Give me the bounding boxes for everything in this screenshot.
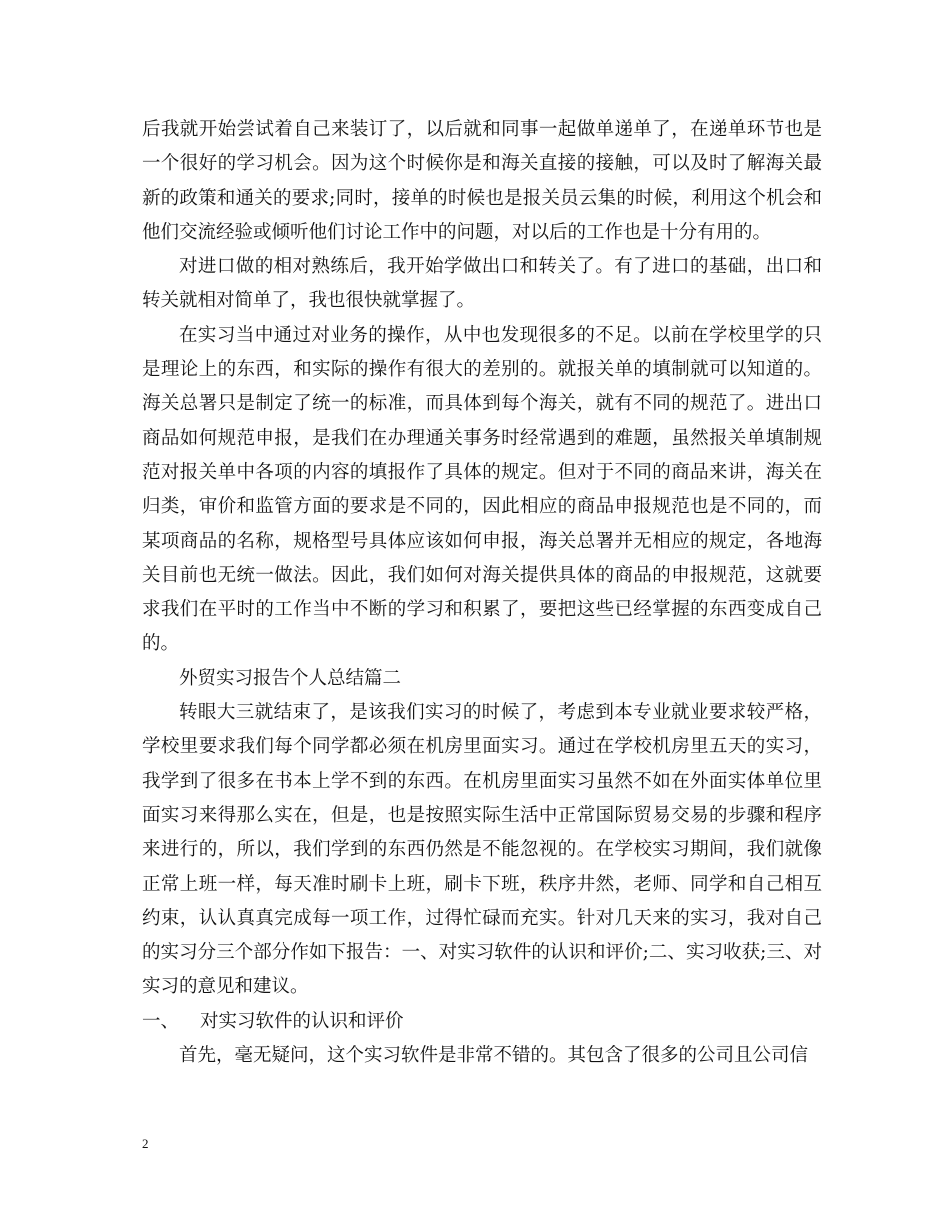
article-heading: 外贸实习报告个人总结篇二 xyxy=(179,667,402,689)
document-body xyxy=(142,113,822,1073)
paragraph-export-transfer: 对进口做的相对熟练后，我开始学做出口和转关了。有了进口的基础，出口和转关就相对简单了，我也很快就掌握了。 xyxy=(142,256,822,312)
paragraph-software: 首先，毫无疑问，这个实习软件是非常不错的。其包含了很多的公司且公司信 xyxy=(179,1045,809,1067)
section-title: 对实习软件的认识和评价 xyxy=(200,1010,404,1032)
section-number: 一、 xyxy=(142,1010,180,1032)
paragraph-shortcomings: 在实习当中通过对业务的操作，从中也发现很多的不足。以前在学校里学的只是理论上的东西，和实际的操作有很大的差别的。就报关单的填制就可以知道的。海关总署只是制定了统一的标准，而具体到每个海关，就有不同的规范了。进出口商品如何规范申报，是我们在办理通关事务时经常遇到的难题，虽然报关单填制规范对报关单中各项的内容的填报作了具体的规定。但对于不同的商品来讲，海关在归类，审价和监管方面的要求是不同的，因此相应的商品申报规范也是不同的，而某项商品的名称，规格型号具体应该如何申报，海关总署并无相应的规定，各地海关目前也无统一做法。因此，我们如何对海关提供具体的商品的申报规范，这就要求我们在平时的工作当中不断的学习和积累了，要把这些已经掌握的东西变成自己的。 xyxy=(142,324,822,655)
paragraph-intro: 转眼大三就结束了，是该我们实习的时候了，考虑到本专业就业要求较严格，学校里要求我们每个同学都必须在机房里面实习。通过在学校机房里五天的实习，我学到了很多在书本上学不到的东西。在机房里面实习虽然不如在外面实体单位里面实习来得那么实在，但是，也是按照实际生活中正常国际贸易交易的步骤和程序来进行的，所以，我们学到的东西仍然是不能忽视的。在学校实习期间，我们就像正常上班一样，每天准时刷卡上班，刷卡下班，秩序井然，老师、同学和自己相互约束，认认真真完成每一项工作，过得忙碌而充实。针对几天来的实习，我对自己的实习分三个部分作如下报告：一、对实习软件的认识和评价;二、实习收获;三、对实习的意见和建议。 xyxy=(142,702,822,998)
page-number: 2 xyxy=(142,1136,149,1151)
section-heading xyxy=(142,1005,822,1039)
paragraph-continuation: 后我就开始尝试着自己来装订了，以后就和同事一起做单递单了，在递单环节也是一个很好的学习机会。因为这个时候你是和海关直接的接触，可以及时了解海关最新的政策和通关的要求;同时，接单的时候也是报关员云集的时候，利用这个机会和他们交流经验或倾听他们讨论工作中的问题，对以后的工作也是十分有用的。 xyxy=(142,119,822,243)
